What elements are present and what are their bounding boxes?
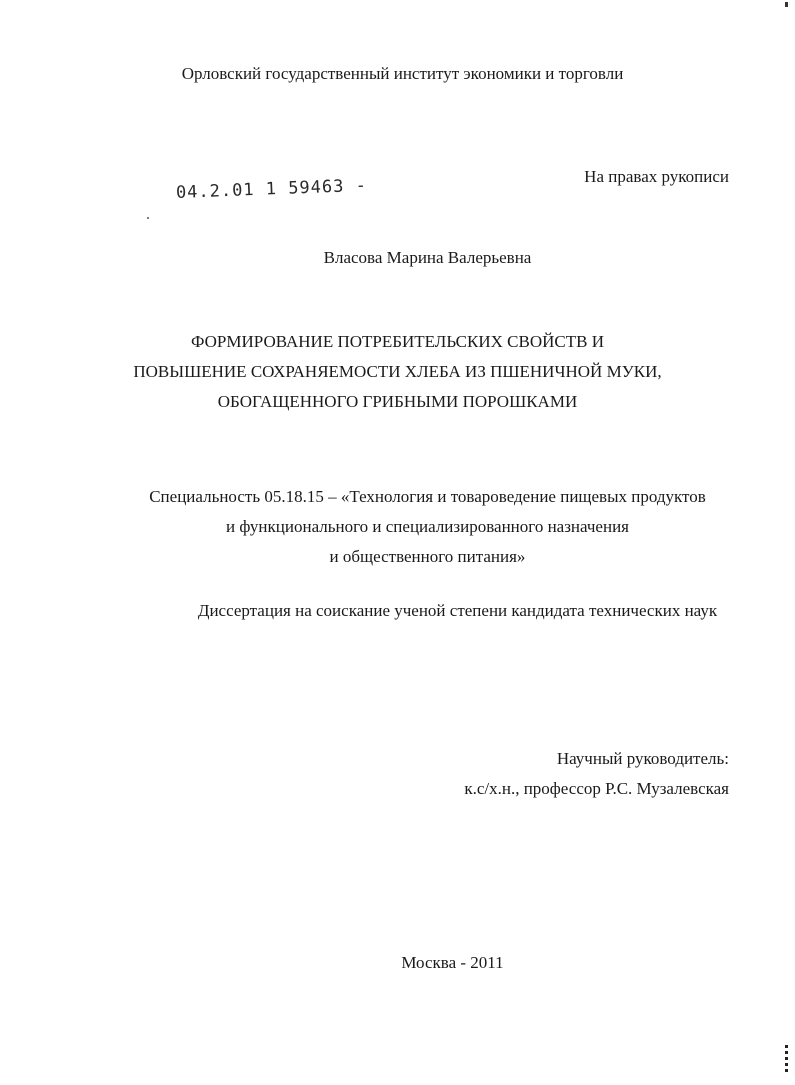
advisor-name: к.с/х.н., профессор Р.С. Музалевская <box>464 779 729 798</box>
registration-stamp: 04.2.01 1 59463 - <box>175 175 368 203</box>
specialty-line: и функционального и специализированного назначения <box>225 517 629 536</box>
institution-name: Орловский государственный институт экономики и торговли <box>181 64 624 83</box>
thesis-title-line: ПОВЫШЕНИЕ СОХРАНЯЕМОСТИ ХЛЕБА ИЗ ПШЕНИЧНОЙ МУКИ, <box>133 362 662 381</box>
scan-mark-top <box>785 2 788 7</box>
author-name: Власова Марина Валерьевна <box>323 248 532 267</box>
advisor-label: Научный руководитель: <box>556 749 729 768</box>
advisor-block <box>464 744 729 804</box>
specialty-line: Специальность 05.18.15 – «Технология и товароведение пищевых продуктов <box>149 487 706 506</box>
thesis-title-line: ОБОГАЩЕННОГО ГРИБНЫМИ ПОРОШКАМИ <box>217 392 578 411</box>
scan-mark-edge <box>785 1045 788 1075</box>
rights-notice: На правах рукописи <box>584 167 729 186</box>
city-year: Москва - 2011 <box>401 953 504 972</box>
specialty-line: и общественного питания» <box>329 547 526 566</box>
dissertation-type: Диссертация на соискание ученой степени кандидата технических наук <box>197 601 718 620</box>
thesis-title <box>0 327 795 417</box>
specialty-block <box>0 482 795 572</box>
scan-dot-mark <box>147 217 149 219</box>
thesis-title-line: ФОРМИРОВАНИЕ ПОТРЕБИТЕЛЬСКИХ СВОЙСТВ И <box>191 332 604 351</box>
